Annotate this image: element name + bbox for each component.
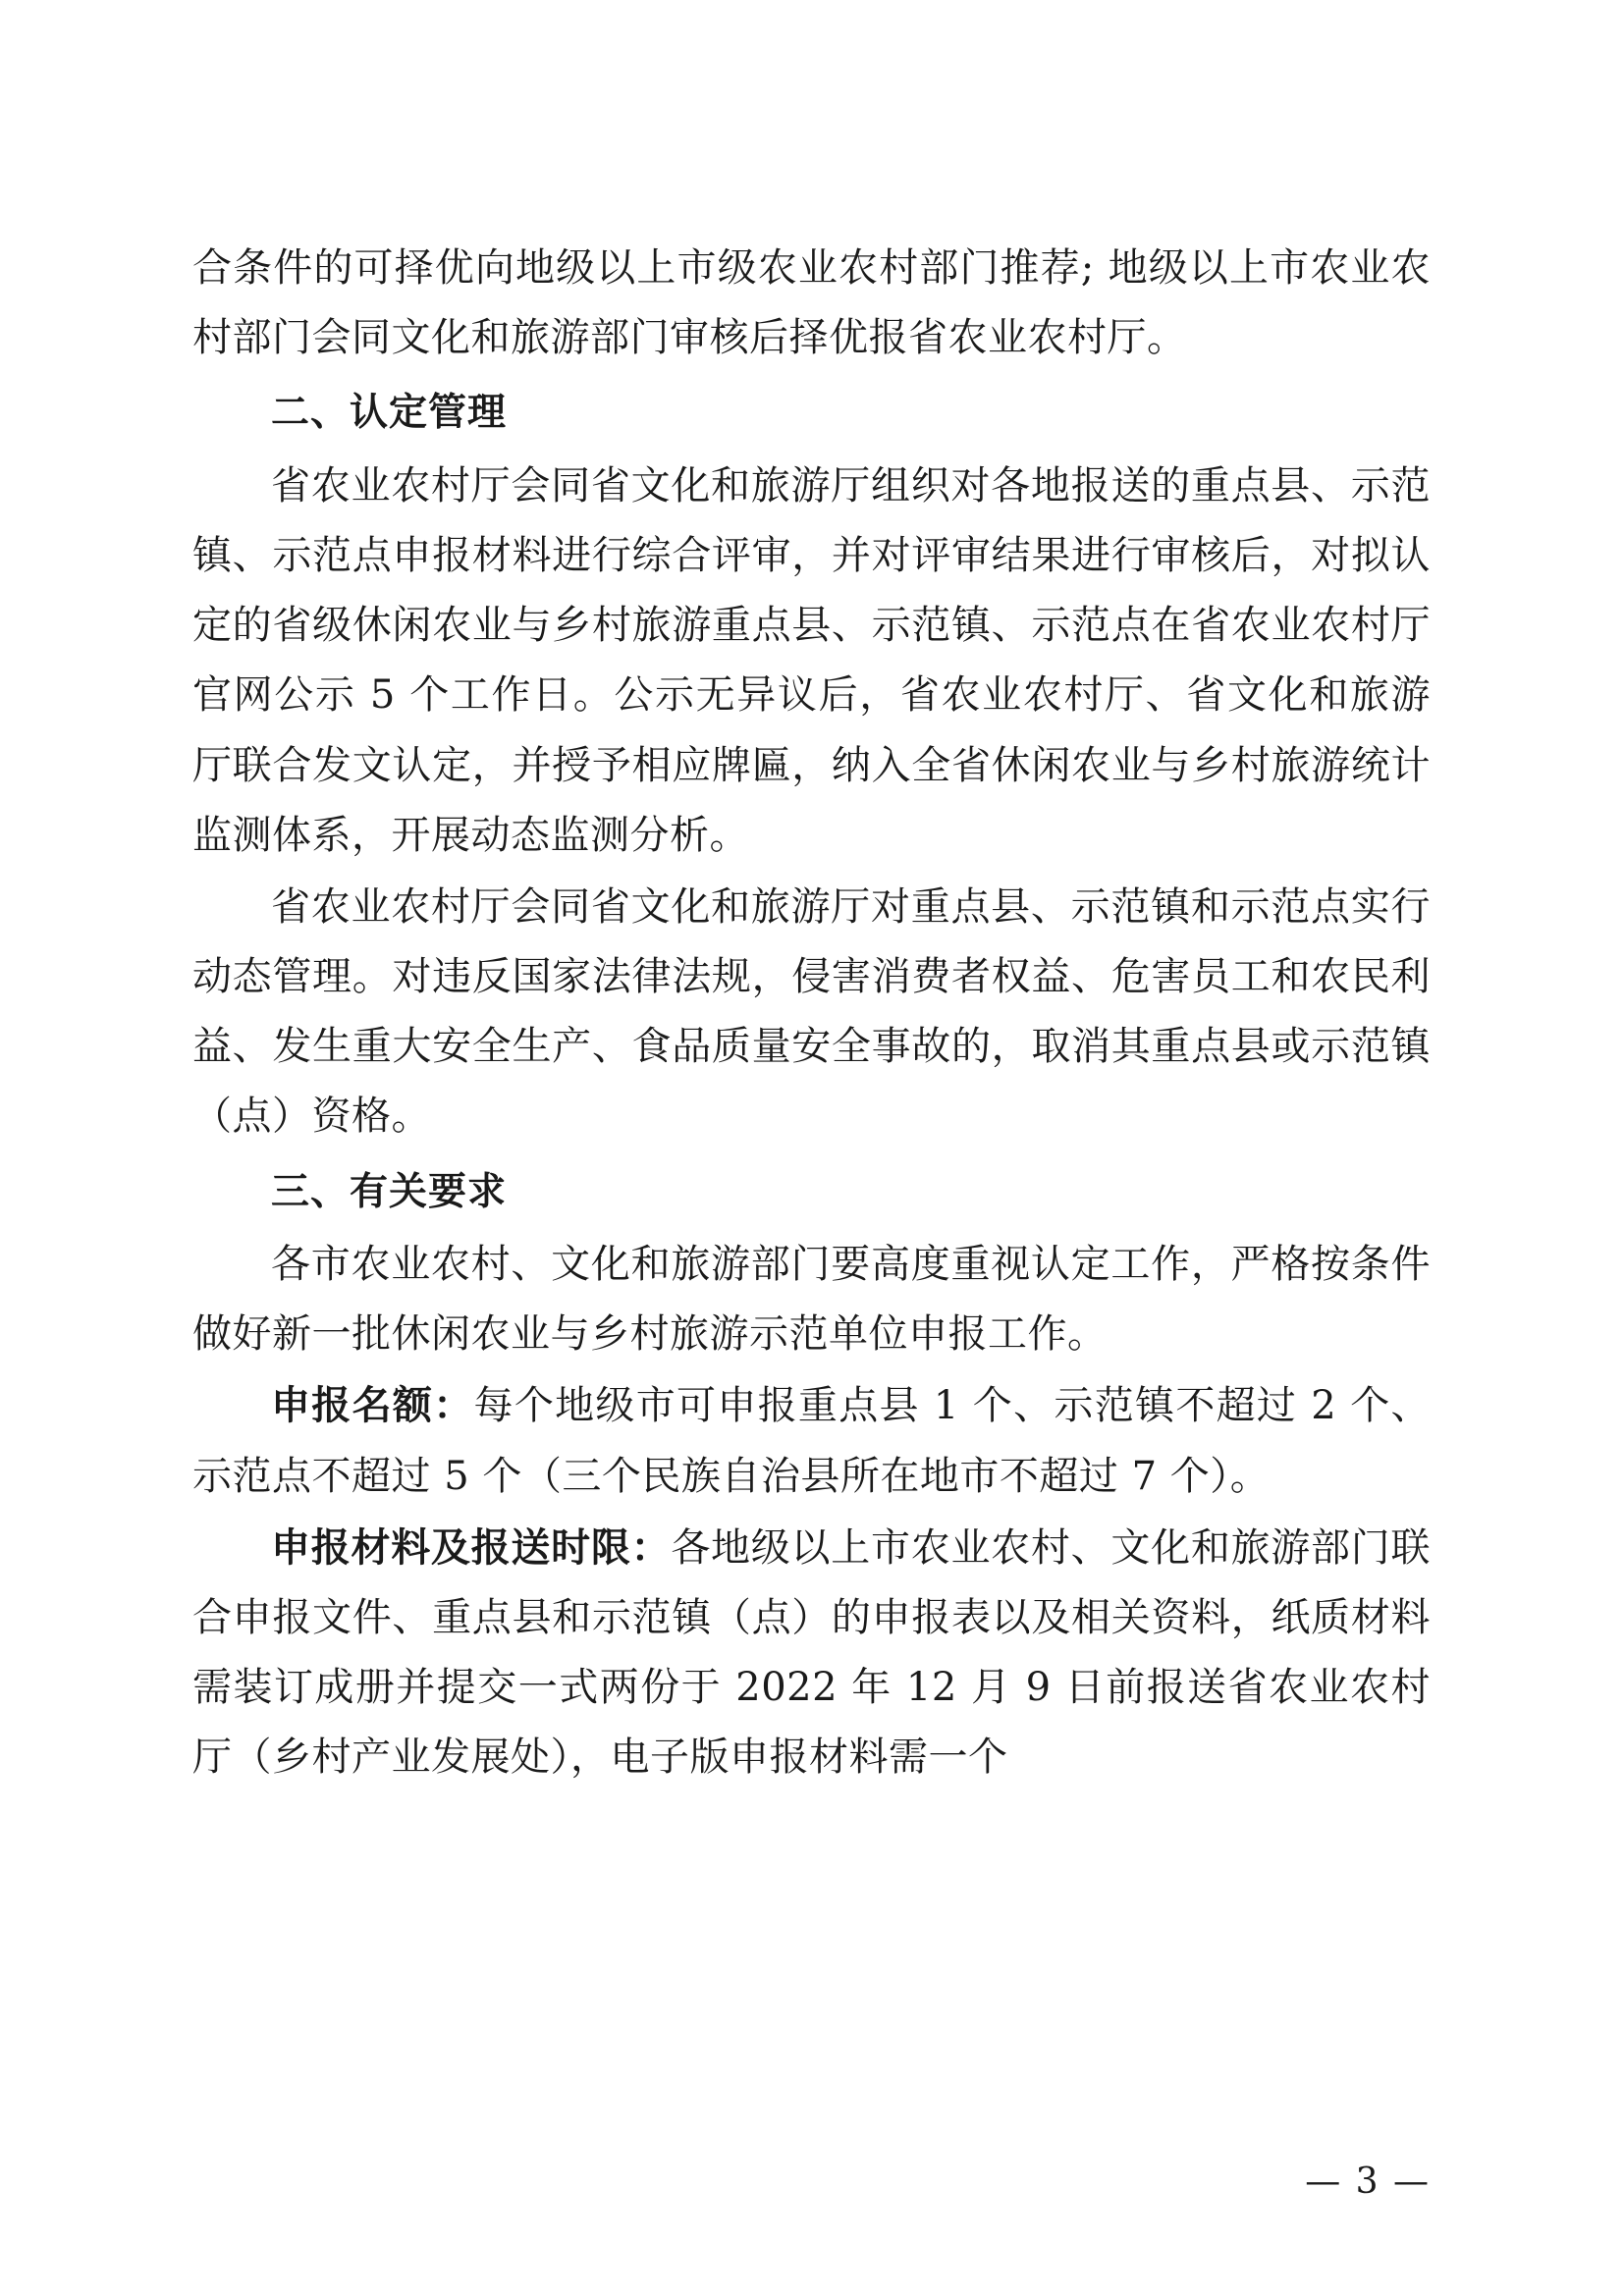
paragraph-dynamic-management: 省农业农村厅会同省文化和旅游厅对重点县、示范镇和示范点实行动态管理。对违反国家法律法规，侵害消费者权益、危害员工和农民利益、发生重大安全生产、食品质量安全事故的，取消其重点县或示范镇（点）资格。 <box>192 883 1431 1140</box>
section-heading-3: 三、有关要求 <box>271 1169 508 1214</box>
paragraph-recognition-management: 省农业农村厅会同省文化和旅游厅组织对各地报送的重点县、示范镇、示范点申报材料进行综合评审，并对评审结果进行审核后，对拟认定的省级休闲农业与乡村旅游重点县、示范镇、示范点在省农业农村厅官网公示 5 个工作日。公示无异议后，省农业农村厅、省文化和旅游厅联合发文认定，并授予相应牌匾，纳入全省休闲农业与乡村旅游统计监测体系，开展动态监测分析。 <box>192 462 1431 858</box>
document-body <box>192 234 1431 1793</box>
materials-text: 各地级以上市农业农村、文化和旅游部门联合申报文件、重点县和示范镇（点）的申报表以及相关资料，纸质材料需装订成册并提交一式两份于 2022 年 12 月 9 日前报送省农业农村厅（乡村产业发展处），电子版申报材料需一个 <box>192 1524 1432 1781</box>
paragraph-materials-deadline <box>192 1514 1431 1793</box>
page-number: — 3 — <box>1305 2162 1431 2202</box>
paragraph-continuation: 合条件的可择优向地级以上市级农业农村部门推荐; 地级以上市农业农村部门会同文化和旅游部门审核后择优报省农业农村厅。 <box>192 245 1431 361</box>
section-heading-2: 二、认定管理 <box>271 391 508 436</box>
quota-text: 每个地级市可申报重点县 1 个、示范镇不超过 2 个、示范点不超过 5 个（三个民族自治县所在地市不超过 7 个）。 <box>192 1383 1432 1499</box>
quota-label: 申报名额： <box>271 1383 474 1429</box>
paragraph-quota <box>192 1371 1431 1511</box>
materials-label: 申报材料及报送时限： <box>271 1524 672 1571</box>
paragraph-requirements: 各市农业农村、文化和旅游部门要高度重视认定工作，严格按条件做好新一批休闲农业与乡村旅游示范单位申报工作。 <box>192 1242 1431 1358</box>
